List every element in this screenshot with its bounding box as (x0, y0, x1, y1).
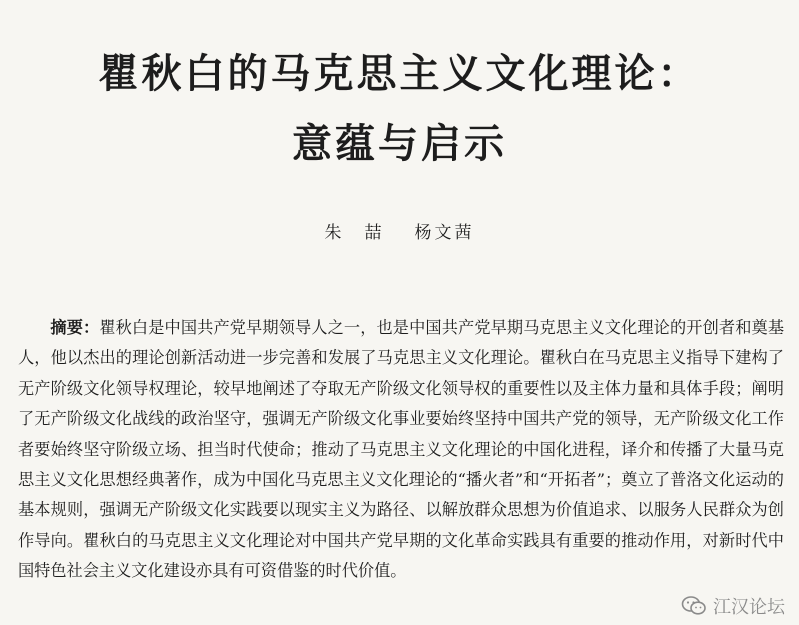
authors (0, 218, 799, 243)
wechat-icon (681, 595, 707, 617)
watermark-text: 江汉论坛 (713, 597, 785, 618)
watermark (681, 593, 785, 619)
abstract (18, 313, 784, 587)
title-line-1: 瞿秋白的马克思主义文化理论： (98, 50, 701, 97)
abstract-label: 摘要： (50, 318, 100, 337)
abstract-text: 瞿秋白是中国共产党早期领导人之一，也是中国共产党早期马克思主义文化理论的开创者和奠基人，他以杰出的理论创新活动进一步完善和发展了马克思主义文化理论。瞿秋白在马克思主义指导下建构了无产阶级文化领导权理论，较早地阐述了夺取无产阶级文化领导权的重要性以及主体力量和具体手段；阐明了无产阶级文化战线的政治坚守，强调无产阶级文化事业要始终坚持中国共产党的领导，无产阶级文化工作者要始终坚守阶级立场、担当时代使命；推动了马克思主义文化理论的中国化进程，译介和传播了大量马克思主义文化思想经典著作，成为中国化马克思主义文化理论的“播火者”和“开拓者”；奠立了普洛文化运动的基本规则，强调无产阶级文化实践要以现实主义为路径、以解放群众思想为价值追求、以服务人民群众为创作导向。瞿秋白的马克思主义文化理论对中国共产党早期的文化革命实践具有重要的推动作用，对新时代中国特色社会主义文化建设亦具有可资借鉴的时代价值。 (18, 318, 785, 581)
author-1: 朱 喆 (324, 223, 385, 243)
author-2: 杨文茜 (414, 223, 475, 243)
title-line-2: 意蕴与启示 (292, 120, 507, 167)
